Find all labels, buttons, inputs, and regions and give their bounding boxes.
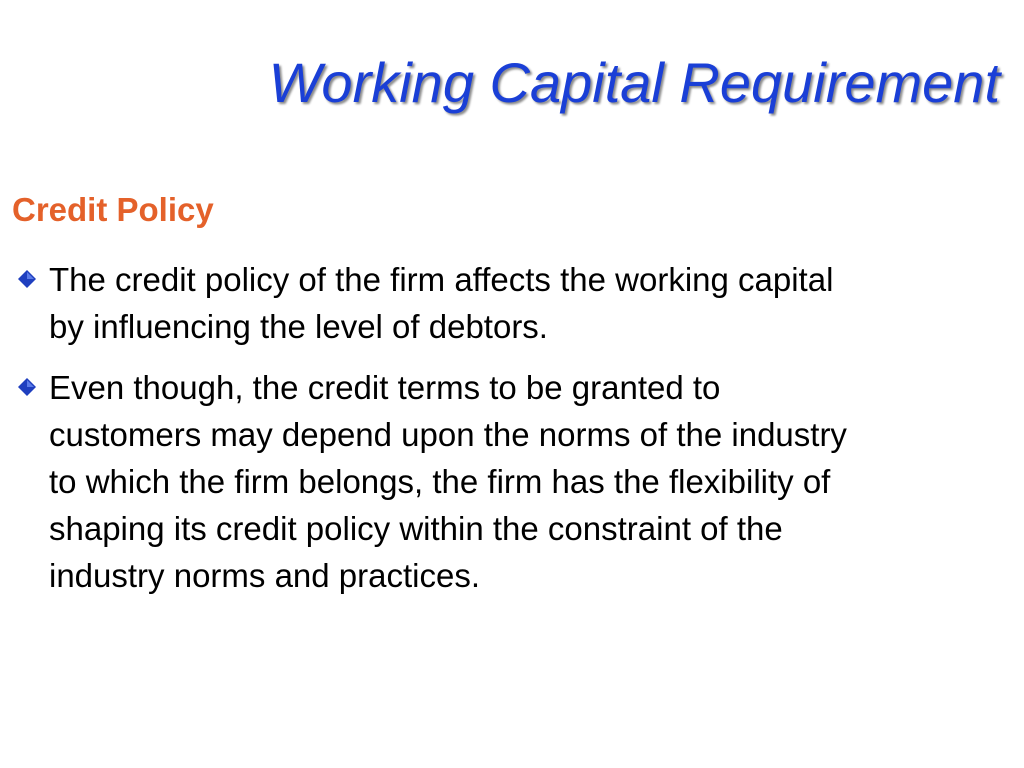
bullet-line: to which the firm belongs, the firm has the flexibility of (49, 463, 831, 500)
bullet-line: Even though, the credit terms to be granted to (49, 369, 721, 406)
bullet-line: industry norms and practices. (49, 557, 481, 594)
diamond-bullet-icon (17, 377, 37, 397)
bullet-item (12, 256, 1016, 350)
bullet-line: by influencing the level of debtors. (49, 308, 548, 345)
slide-title: Working Capital Requirement (268, 51, 1000, 114)
bullet-line: The credit policy of the firm affects the working capital (49, 261, 834, 298)
bullet-line: customers may depend upon the norms of the industry (49, 416, 847, 453)
diamond-bullet-icon (17, 269, 37, 289)
section-heading: Credit Policy (12, 191, 214, 228)
bullet-item (12, 364, 1016, 599)
bullet-list (12, 256, 1016, 613)
bullet-line: shaping its credit policy within the constraint of the (49, 510, 783, 547)
